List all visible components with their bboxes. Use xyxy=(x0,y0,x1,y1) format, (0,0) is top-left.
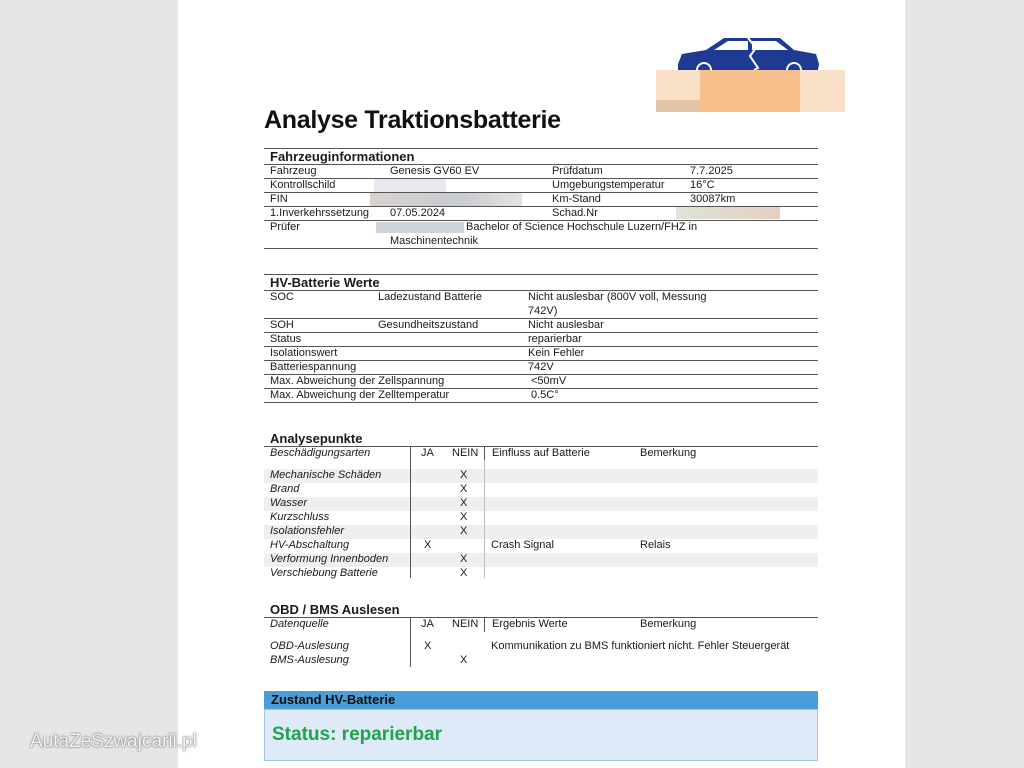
vehicle-info-section xyxy=(264,148,818,249)
cell: X xyxy=(460,511,468,523)
table-row xyxy=(264,388,818,403)
cell: <50mV xyxy=(531,375,567,387)
section-title: HV-Batterie Werte xyxy=(264,274,818,290)
cell: 7.7.2025 xyxy=(690,165,733,177)
cell: X xyxy=(424,539,432,551)
cell: reparierbar xyxy=(528,333,582,345)
table-row xyxy=(264,332,818,346)
column-divider xyxy=(410,460,411,578)
table-row xyxy=(264,525,818,539)
cell: X xyxy=(460,497,468,509)
table-row xyxy=(264,483,818,497)
spacer-row xyxy=(264,461,818,469)
cell: X xyxy=(460,654,468,666)
cell: Isolationswert xyxy=(270,347,338,359)
cell: BMS-Auslesung xyxy=(270,654,349,666)
cell: 30087km xyxy=(690,193,736,205)
cell: Relais xyxy=(640,539,671,551)
table-row xyxy=(264,469,818,483)
battery-condition-header: Zustand HV-Batterie xyxy=(264,691,818,709)
header-cell: Datenquelle xyxy=(270,618,329,630)
cell: Km-Stand xyxy=(552,193,601,205)
table-row xyxy=(264,640,818,654)
cell: Nicht auslesbar xyxy=(528,319,604,331)
cell: X xyxy=(460,567,468,579)
table-row xyxy=(264,192,818,206)
table-row xyxy=(264,206,818,220)
cell: Prüfdatum xyxy=(552,165,603,177)
cell: Prüfer xyxy=(270,221,300,233)
analysis-section xyxy=(264,431,818,581)
hv-battery-section xyxy=(264,274,818,403)
cell: Kontrollschild xyxy=(270,179,336,191)
cell: 742V xyxy=(528,361,554,373)
table-row xyxy=(264,164,818,178)
column-divider xyxy=(410,631,411,667)
section-title: OBD / BMS Auslesen xyxy=(270,602,400,617)
cell: Max. Abweichung der Zellspannung xyxy=(270,375,445,387)
header-cell: Ergebnis Werte xyxy=(484,618,568,632)
cell: FIN xyxy=(270,193,288,205)
cell: Genesis GV60 EV xyxy=(390,165,480,177)
cell: SOC xyxy=(270,291,294,303)
cell: 07.05.2024 xyxy=(390,207,446,219)
header-cell: Beschädigungsarten xyxy=(270,447,371,459)
table-row xyxy=(264,567,818,581)
status-text: Status: reparierbar xyxy=(272,724,443,745)
cell: OBD-Auslesung xyxy=(270,640,349,652)
cell: Status xyxy=(270,333,302,345)
cell: Verschiebung Batterie xyxy=(270,567,378,579)
section-title: Analysepunkte xyxy=(270,431,363,446)
section-title: Fahrzeuginformationen xyxy=(264,148,818,164)
document-page xyxy=(178,0,905,768)
cell: X xyxy=(424,640,432,652)
redacted-vin xyxy=(370,193,522,206)
redacted-logo-text-core xyxy=(700,70,800,112)
cell: SOH xyxy=(270,319,294,331)
table-header-row xyxy=(264,446,818,461)
redacted-claim-no xyxy=(676,207,780,219)
watermark: AutaZeSzwajcarii.pl xyxy=(30,731,197,752)
battery-condition-box xyxy=(264,709,818,761)
cell: X xyxy=(460,553,468,565)
cell: Bachelor of Science Hochschule Luzern/FHZ in xyxy=(466,221,698,233)
table-row xyxy=(264,346,818,360)
table-header-row xyxy=(264,617,818,632)
cell: 1.Inverkehrssetzung xyxy=(270,207,370,219)
header-cell: NEIN xyxy=(452,447,479,459)
cell: Crash Signal xyxy=(491,539,554,551)
table-row xyxy=(264,539,818,553)
header-cell: Einfluss auf Batterie xyxy=(484,447,590,461)
cell: 16°C xyxy=(690,179,715,191)
table-row xyxy=(264,318,818,332)
cell: Schad.Nr xyxy=(552,207,598,219)
table-row xyxy=(264,553,818,567)
header-cell: JA xyxy=(410,618,434,632)
table-row xyxy=(264,511,818,525)
cell: Batteriespannung xyxy=(270,361,357,373)
cell: Wasser xyxy=(270,497,308,509)
header-cell: Bemerkung xyxy=(640,447,697,459)
redacted-inspector-name xyxy=(376,222,464,233)
cell: Gesundheitszustand xyxy=(378,319,479,331)
cell: Isolationsfehler xyxy=(270,525,344,537)
table-row xyxy=(264,497,818,511)
header-cell: Bemerkung xyxy=(640,618,697,630)
table-row xyxy=(264,220,818,249)
spacer-row xyxy=(264,632,818,640)
table-row xyxy=(264,178,818,192)
cell: Kein Fehler xyxy=(528,347,585,359)
header-cell: JA xyxy=(410,447,434,461)
cell: Kurzschluss xyxy=(270,511,330,523)
cell: Umgebungstemperatur xyxy=(552,179,665,191)
cell: X xyxy=(460,525,468,537)
redacted-plate xyxy=(374,179,446,192)
cell: Max. Abweichung der Zelltemperatur xyxy=(270,389,450,401)
document-title: Analyse Traktionsbatterie xyxy=(264,106,561,134)
cell: Verformung Innenboden xyxy=(270,553,389,565)
cell: Fahrzeug xyxy=(270,165,317,177)
cell: Nicht auslesbar (800V voll, Messung xyxy=(528,291,707,303)
header-cell: NEIN xyxy=(452,618,479,630)
cell: Kommunikation zu BMS funktioniert nicht. Fehler Steuergerät xyxy=(491,640,790,652)
column-divider xyxy=(484,460,485,578)
table-row xyxy=(264,374,818,388)
redacted-logo-text-left xyxy=(656,100,700,112)
table-row xyxy=(264,654,818,668)
table-row xyxy=(264,360,818,374)
cell: Maschinentechnik xyxy=(390,235,479,247)
cell: 0.5C° xyxy=(531,389,559,401)
cell: Brand xyxy=(270,483,300,495)
cell: X xyxy=(460,483,468,495)
table-row xyxy=(264,290,818,318)
cell: HV-Abschaltung xyxy=(270,539,350,551)
cell: Mechanische Schäden xyxy=(270,469,382,481)
obd-section xyxy=(264,602,818,668)
cell: Ladezustand Batterie xyxy=(378,291,482,303)
cell: X xyxy=(460,469,468,481)
cell: 742V) xyxy=(528,305,558,317)
